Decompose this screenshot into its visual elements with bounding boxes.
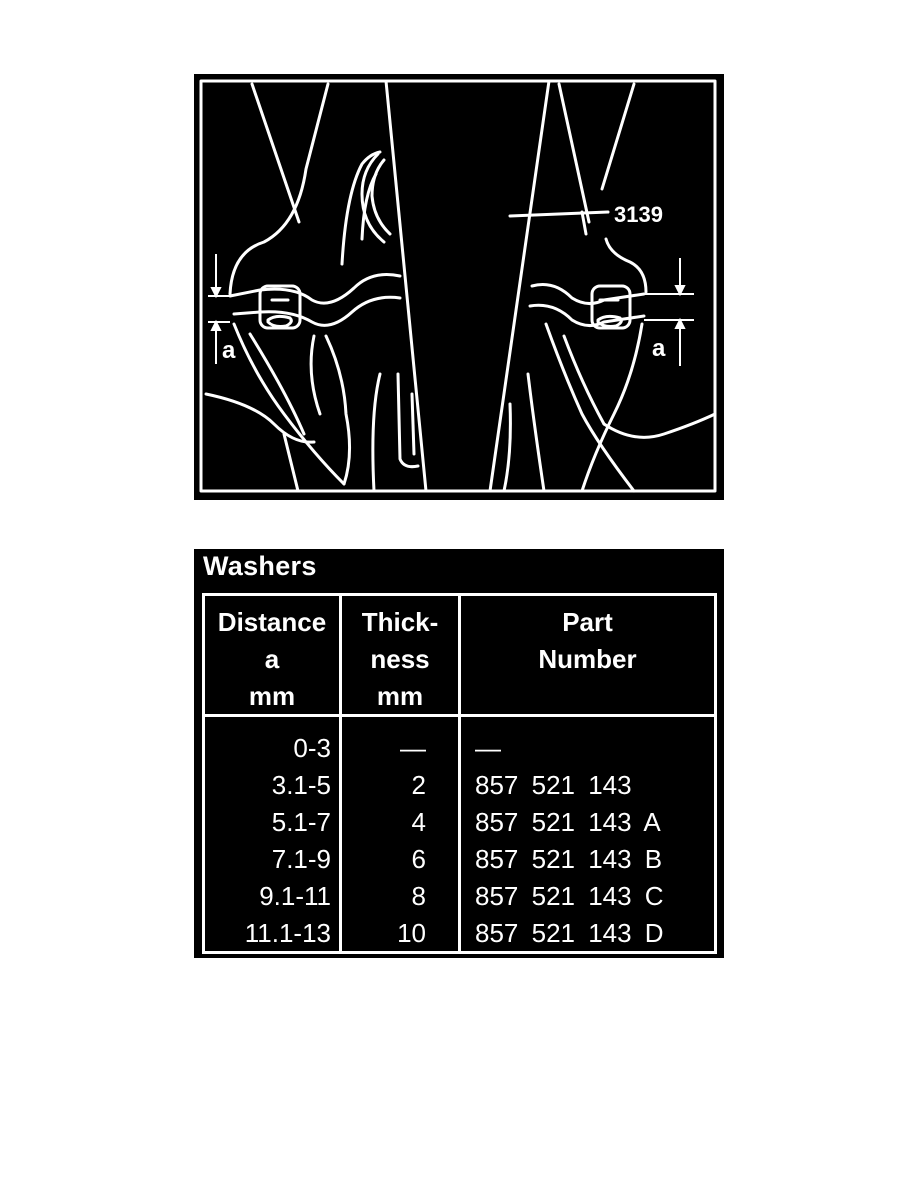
header-line: Number xyxy=(538,644,637,674)
table-cell: 8 xyxy=(411,881,426,911)
table-title: Washers xyxy=(203,551,317,581)
table-cell: 9.1-11 xyxy=(259,881,331,911)
column-thickness xyxy=(342,730,426,952)
table-cell: 4 xyxy=(411,807,426,837)
header-line: ness xyxy=(370,644,430,674)
table-cell: — xyxy=(400,733,426,763)
header-line: mm xyxy=(376,681,424,711)
washer-installation-diagram xyxy=(194,74,724,500)
header-thickness xyxy=(342,604,458,715)
table-grid xyxy=(202,593,717,954)
column-part-number xyxy=(475,730,715,952)
table-cell: 857 521 143 A xyxy=(475,807,661,837)
table-cell: 11.1-13 xyxy=(244,918,331,948)
header-line: a xyxy=(264,644,280,674)
table-cell: 3.1-5 xyxy=(271,770,331,800)
table-cell: 5.1-7 xyxy=(271,807,331,837)
header-line: mm xyxy=(248,681,296,711)
table-cell: 10 xyxy=(397,918,426,948)
table-cell: 0-3 xyxy=(293,733,331,763)
table-cell: 857 521 143 B xyxy=(475,844,663,874)
header-distance xyxy=(205,604,339,715)
diagram-drawing xyxy=(194,74,724,500)
table-cell: 857 521 143 D xyxy=(475,918,664,948)
table-cell: 857 521 143 xyxy=(475,770,632,800)
table-cell: 6 xyxy=(411,844,426,874)
header-part-number xyxy=(461,604,714,678)
table-cell: 857 521 143 C xyxy=(475,881,664,911)
header-line: Thick- xyxy=(361,607,439,637)
header-line: Distance xyxy=(217,607,327,637)
tool-left-edge xyxy=(386,81,426,491)
table-cell: — xyxy=(475,733,501,763)
table-cell: 7.1-9 xyxy=(271,844,331,874)
tool-number-label: 3139 xyxy=(614,202,663,227)
header-line: Part xyxy=(562,607,613,637)
column-distance xyxy=(205,730,331,952)
table-cell: 2 xyxy=(411,770,426,800)
dimension-a-left-label: a xyxy=(222,337,236,364)
dimension-a-right-label: a xyxy=(652,335,666,362)
washers-table xyxy=(194,549,724,958)
